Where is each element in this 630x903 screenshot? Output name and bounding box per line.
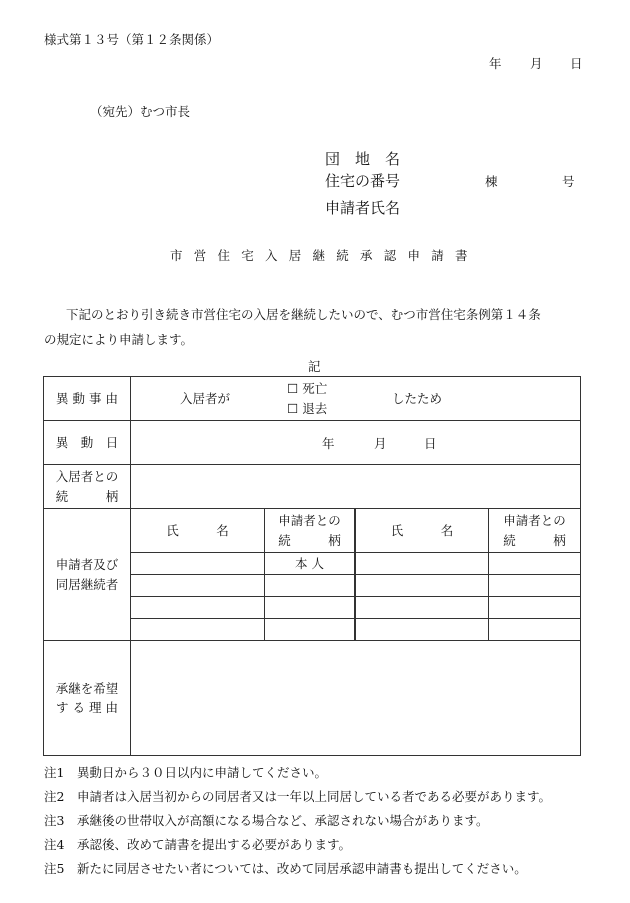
- checkbox-icon[interactable]: ☐: [287, 381, 299, 396]
- addressee: （宛先）むつ市長: [90, 104, 191, 119]
- document-title: 市営住宅入居継続承認申請書: [170, 248, 479, 263]
- note-5: 注5 新たに同居させたい者については、改めて同居承認申請書も提出してください。: [44, 861, 527, 876]
- col-relation-2: 申請者との 続 柄: [503, 513, 566, 548]
- change-date-label: 異 動 日: [55, 434, 119, 450]
- applicant-name-label: 申請者氏名: [325, 199, 401, 217]
- date-day: 日: [570, 56, 583, 71]
- members-label: 申請者及び 同居継続者: [55, 557, 119, 592]
- body-line-1: 下記のとおり引き続き市営住宅の入居を継続したいので、むつ市営住宅条例第１４条: [66, 307, 541, 322]
- unit-label: 号: [562, 174, 575, 189]
- note-3: 注3 承継後の世帯収入が高額になる場合など、承認されない場合があります。: [44, 813, 489, 828]
- option-moveout[interactable]: ☐ 退去: [287, 401, 328, 416]
- shitatame: したため: [392, 391, 443, 406]
- note-4: 注4 承認後、改めて請書を提出する必要があります。: [44, 837, 351, 852]
- note-2: 注2 申請者は入居当初からの同居者又は一年以上同居している者である必要があります。: [44, 789, 551, 804]
- house-number-label: 住宅の番号: [325, 172, 401, 190]
- change-month: 月: [374, 436, 387, 451]
- danchi-label: 団 地 名: [325, 150, 401, 168]
- relation-label: 入居者との 続 柄: [55, 469, 119, 504]
- checkbox-icon[interactable]: ☐: [287, 401, 299, 416]
- col-name-1: 氏 名: [166, 522, 229, 538]
- col-relation-1: 申請者との 続 柄: [278, 513, 341, 548]
- form-number: 様式第１３号（第１２条関係）: [44, 32, 220, 47]
- date-month: 月: [530, 56, 543, 71]
- date-year: 年: [489, 56, 502, 71]
- note-1: 注1 異動日から３０日以内に申請してください。: [44, 765, 327, 780]
- change-year: 年: [322, 436, 335, 451]
- option-death[interactable]: ☐ 死亡: [287, 381, 328, 396]
- ki-label: 記: [308, 359, 321, 374]
- change-day: 日: [424, 436, 437, 451]
- resident-ga: 入居者が: [180, 391, 231, 406]
- reason-label: 異 動 事 由: [56, 390, 118, 406]
- col-name-2: 氏 名: [390, 522, 454, 538]
- body-line-2: の規定により申請します。: [44, 332, 194, 347]
- reason-wish-label: 承継を希望 す る 理 由: [55, 680, 119, 715]
- self-label: 本 人: [295, 555, 324, 571]
- building-label: 棟: [485, 174, 498, 189]
